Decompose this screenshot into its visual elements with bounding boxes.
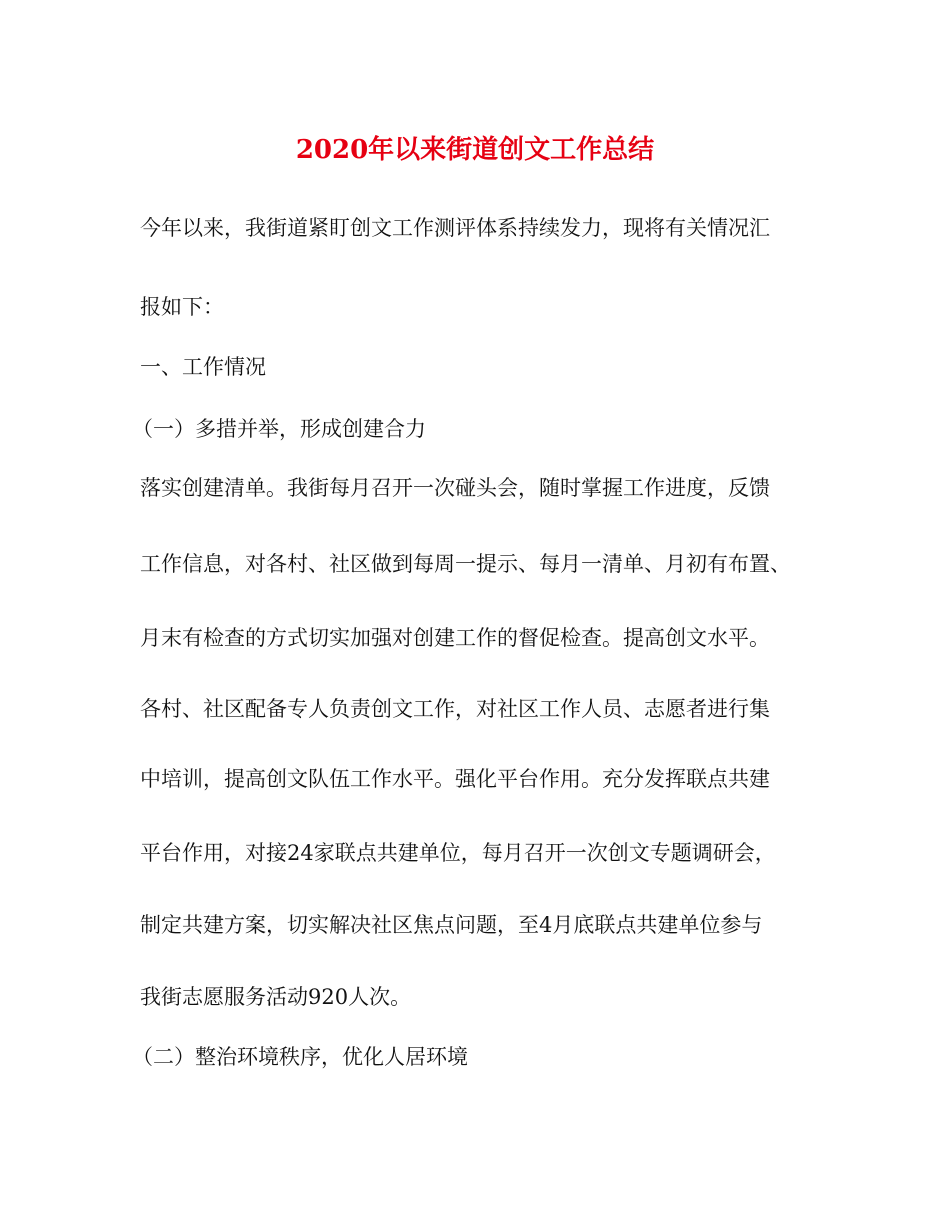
paragraph-line: 月末有检查的方式切实加强对创建工作的督促检查。提高创文水平。	[140, 626, 770, 650]
subsection-heading: （一）多措并举，形成创建合力	[132, 417, 426, 441]
section-heading: 一、工作情况	[140, 355, 266, 379]
paragraph-line: 我街志愿服务活动920人次。	[140, 985, 412, 1009]
document-title: 2020年以来街道创文工作总结	[295, 135, 655, 165]
paragraph-line: 落实创建清单。我街每月召开一次碰头会，随时掌握工作进度，反馈	[140, 476, 770, 500]
paragraph-line: 制定共建方案，切实解决社区焦点问题，至4月底联点共建单位参与	[140, 913, 763, 937]
paragraph-line: 平台作用，对接24家联点共建单位，每月召开一次创文专题调研会，	[140, 841, 776, 865]
paragraph-line: 中培训，提高创文队伍工作水平。强化平台作用。充分发挥联点共建	[140, 767, 770, 791]
subsection-heading: （二）整治环境秩序，优化人居环境	[132, 1045, 468, 1069]
paragraph-line: 报如下：	[140, 295, 224, 319]
paragraph-line: 各村、社区配备专人负责创文工作，对社区工作人员、志愿者进行集	[140, 697, 770, 721]
paragraph-line: 今年以来，我街道紧盯创文工作测评体系持续发力，现将有关情况汇	[140, 216, 770, 240]
paragraph-line: 工作信息，对各村、社区做到每周一提示、每月一清单、月初有布置、	[140, 552, 791, 576]
